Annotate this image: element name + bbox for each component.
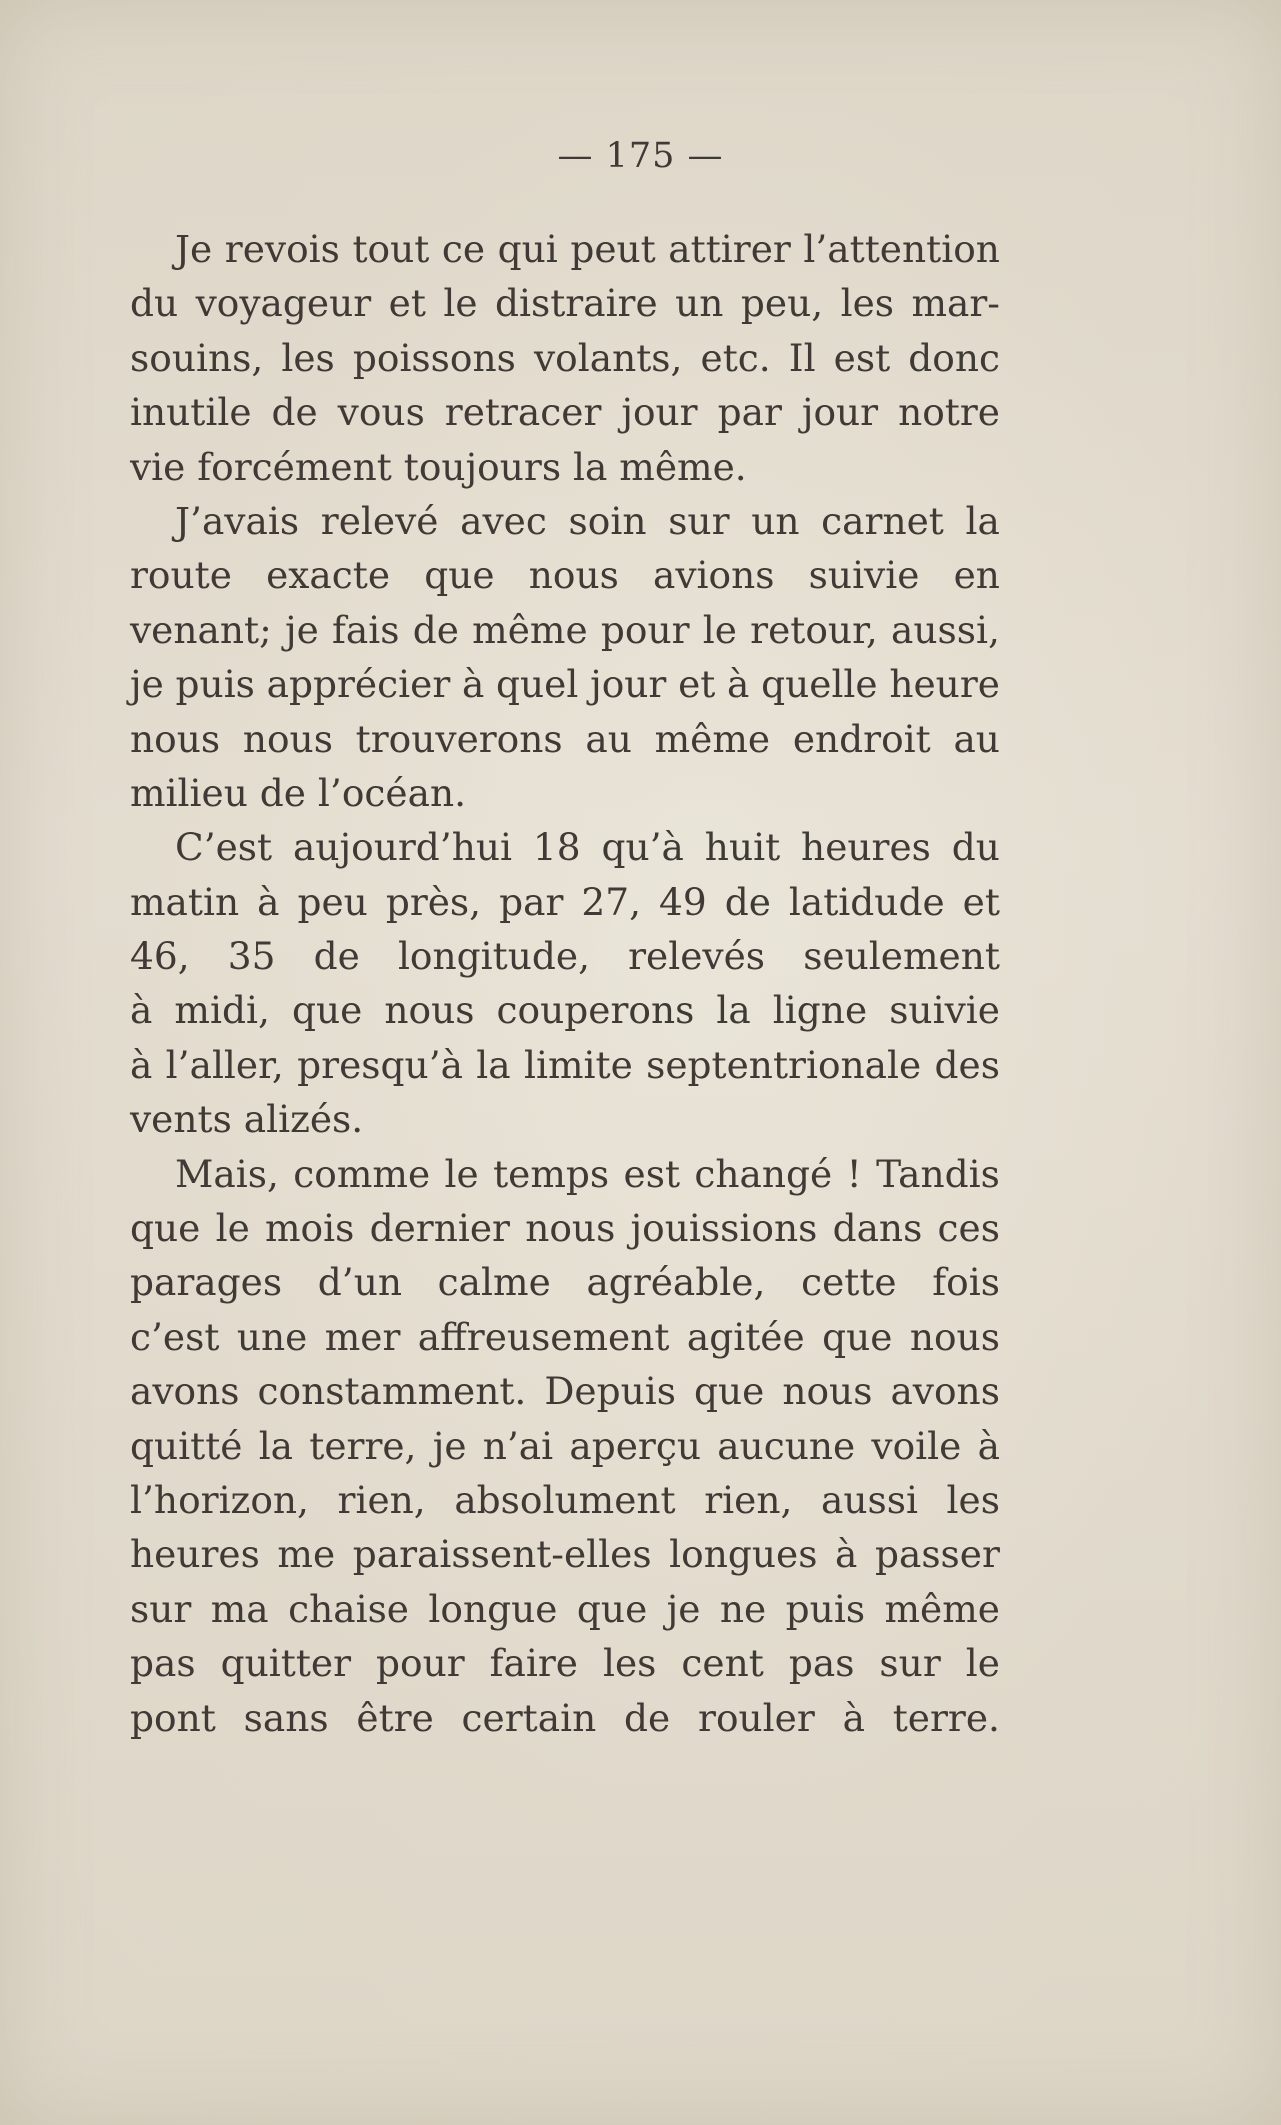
text-line: avons constamment. Depuis que nous avons xyxy=(130,1369,1000,1414)
text-line: heures me paraissent-elles longues à passer xyxy=(130,1532,1000,1577)
text-line: vents alizés. xyxy=(130,1097,364,1142)
text-line: je puis apprécier à quel jour et à quelle heure xyxy=(130,662,1000,707)
text-line: souins, les poissons volants, etc. Il est donc xyxy=(130,335,1000,380)
text-line: pont sans être certain de rouler à terre. xyxy=(130,1695,1000,1740)
text-line: 46, 35 de longitude, relevés seulement xyxy=(130,934,1000,979)
text-line: vie forcément toujours la même. xyxy=(130,444,747,489)
text-line: matin à peu près, par 27, 49 de latidude et xyxy=(130,879,1000,924)
text-line: parages d’un calme agréable, cette fois xyxy=(130,1260,1000,1305)
text-line: quitté la terre, je n’ai aperçu aucune voile à xyxy=(130,1423,1000,1468)
text-line: à midi, que nous couperons la ligne suivie xyxy=(130,988,1000,1033)
text-line: inutile de vous retracer jour par jour notre xyxy=(130,390,1000,435)
text-line: milieu de l’océan. xyxy=(130,770,467,815)
text-line: c’est une mer affreusement agitée que nous xyxy=(130,1314,1000,1359)
text-line: à l’aller, presqu’à la limite septentrionale des xyxy=(130,1042,1000,1087)
text-line: Je revois tout ce qui peut attirer l’attention xyxy=(175,227,1000,271)
text-line: sur ma chaise longue que je ne puis même xyxy=(130,1586,1000,1631)
text-line: du voyageur et le distraire un peu, les mar- xyxy=(130,281,1000,326)
text-line: C’est aujourd’hui 18 qu’à huit heures du xyxy=(175,825,1000,870)
text-line: l’horizon, rien, absolument rien, aussi les xyxy=(130,1477,1000,1522)
text-line: pas quitter pour faire les cent pas sur le xyxy=(130,1641,1000,1686)
body-text xyxy=(130,222,1000,1745)
text-line: J’avais relevé avec soin sur un carnet la xyxy=(175,498,1000,543)
text-line: que le mois dernier nous jouissions dans ces xyxy=(130,1206,1000,1251)
text-line: venant; je fais de même pour le retour, aussi, xyxy=(130,607,1000,652)
text-line: Mais, comme le temps est changé ! Tandis xyxy=(175,1151,1000,1196)
page-number: — 175 — xyxy=(557,136,724,176)
text-line: route exacte que nous avions suivie en xyxy=(130,553,1000,598)
text-line: nous nous trouverons au même endroit au xyxy=(130,716,1000,761)
